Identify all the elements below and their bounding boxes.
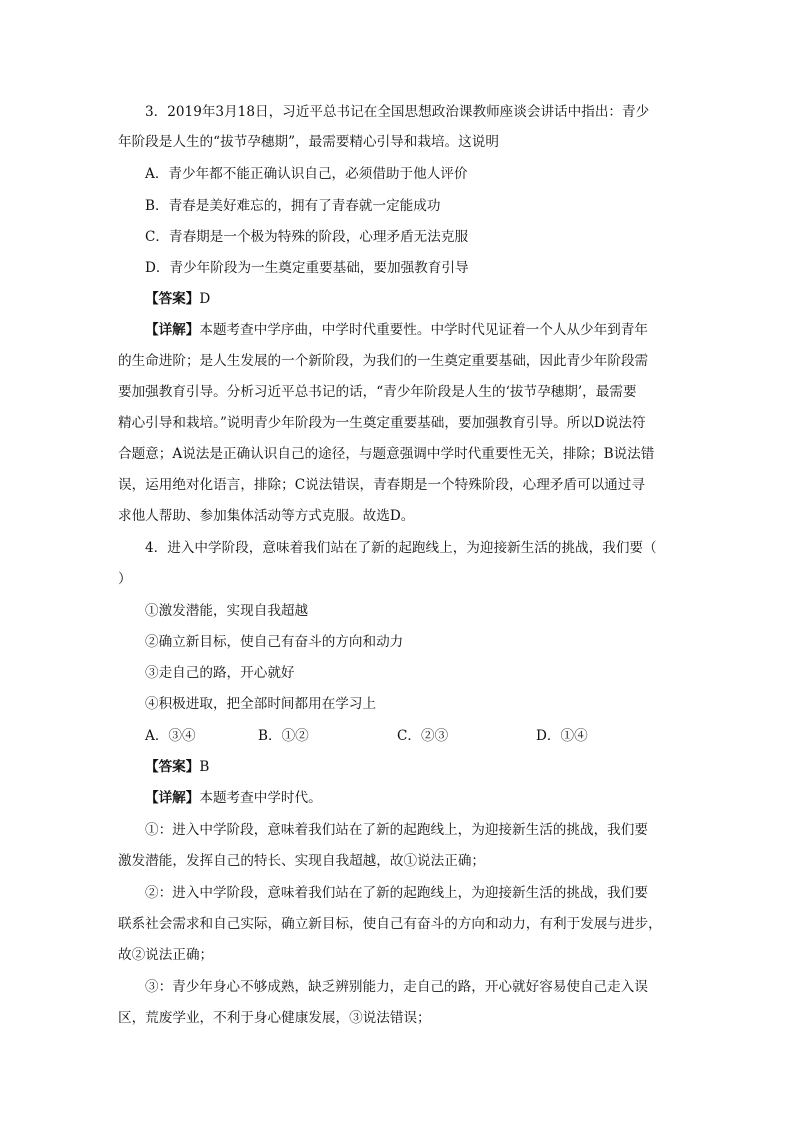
q4-explain-2-line-3: 故②说法正确； [118, 947, 214, 963]
q3-stem-line-1: 3．2019年3月18日，习近平总书记在全国思想政治课教师座谈会讲话中指出：青少 [145, 104, 650, 120]
q4-choice-a: A．③④ [145, 728, 196, 744]
q3-detail-line-3: 要加强教育引导。分析习近平总书记的话，“青少年阶段是人生的‘拔节孕穗期’，最需要 [118, 384, 637, 400]
q3-stem-line-2: 年阶段是人生的“拔节孕穗期”，最需要精心引导和栽培。这说明 [118, 134, 499, 150]
q3-option-c: C．青春期是一个极为特殊的阶段，心理矛盾无法克服 [145, 229, 469, 245]
q4-detail-tag: 【详解】 [145, 790, 200, 806]
q4-explain-1-line-2: 激发潜能，发挥自己的特长、实现自我超越，故①说法正确； [118, 853, 486, 869]
q4-item-1: ①激发潜能，实现自我超越 [145, 603, 309, 619]
q4-stem-line-1: 4．进入中学阶段，意味着我们站在了新的起跑线上，为迎接新生活的挑战，我们要（ [145, 540, 657, 556]
q3-detail-line-5: 合题意；A说法是正确认识自己的途径，与题意强调中学时代重要性无关，排除；B说法错 [118, 446, 655, 462]
q3-detail-line-2: 的生命进阶；是人生发展的一个新阶段，为我们的一生奠定重要基础，因此青少年阶段需 [118, 353, 649, 369]
q3-detail-tag: 【详解】 [145, 322, 200, 338]
q4-detail-line [145, 788, 322, 808]
q3-option-b: B．青春是美好难忘的，拥有了青春就一定能成功 [145, 198, 441, 214]
q4-explain-1-line-1: ①：进入中学阶段，意味着我们站在了新的起跑线上，为迎接新生活的挑战，我们要 [145, 822, 648, 838]
q3-detail-line-1 [145, 320, 648, 340]
q4-choice-d: D．①④ [536, 728, 588, 744]
q3-detail-text-1: 本题考查中学序曲，中学时代重要性。中学时代见证着一个人从少年到青年 [199, 322, 648, 338]
q4-explain-2-line-1: ②：进入中学阶段，意味着我们站在了新的起跑线上，为迎接新生活的挑战，我们要 [145, 885, 648, 901]
q4-choice-c: C．②③ [397, 728, 449, 744]
q4-item-3: ③走自己的路，开心就好 [145, 665, 295, 681]
q3-answer [145, 289, 210, 309]
q3-option-d: D．青少年阶段为一生奠定重要基础，要加强教育引导 [145, 260, 469, 276]
q4-choice-b: B．①② [258, 728, 309, 744]
q3-detail-line-6: 误，运用绝对化语言，排除；C说法错误，青春期是一个特殊阶段，心理矛盾可以通过寻 [118, 477, 645, 493]
q4-detail-intro: 本题考查中学时代。 [199, 790, 322, 806]
q3-answer-tag: 【答案】 [145, 291, 200, 307]
q4-item-4: ④积极进取，把全部时间都用在学习上 [145, 696, 377, 712]
q3-answer-value: D [199, 291, 211, 307]
q4-item-2: ②确立新目标，使自己有奋斗的方向和动力 [145, 634, 404, 650]
q3-detail-line-7: 求他人帮助、参加集体活动等方式克服。故选D。 [118, 508, 415, 524]
q4-explain-3-line-1: ③：青少年身心不够成熟，缺乏辨别能力，走自己的路，开心就好容易使自己走入误 [145, 979, 648, 995]
q4-answer-tag: 【答案】 [145, 759, 200, 775]
q4-explain-2-line-2: 联系社会需求和自己实际，确立新目标，使自己有奋斗的方向和动力，有利于发展与进步， [118, 916, 662, 932]
q4-answer [145, 757, 209, 777]
q3-detail-line-4: 精心引导和栽培。”说明青少年阶段为一生奠定重要基础，要加强教育引导。所以D说法符 [118, 415, 646, 431]
q3-option-a: A．青少年都不能正确认识自己，必须借助于他人评价 [145, 166, 468, 182]
q4-answer-value: B [199, 759, 210, 775]
q4-explain-3-line-2: 区，荒废学业，不利于身心健康发展，③说法错误； [118, 1010, 431, 1026]
q4-stem-line-2: ） [118, 571, 132, 587]
